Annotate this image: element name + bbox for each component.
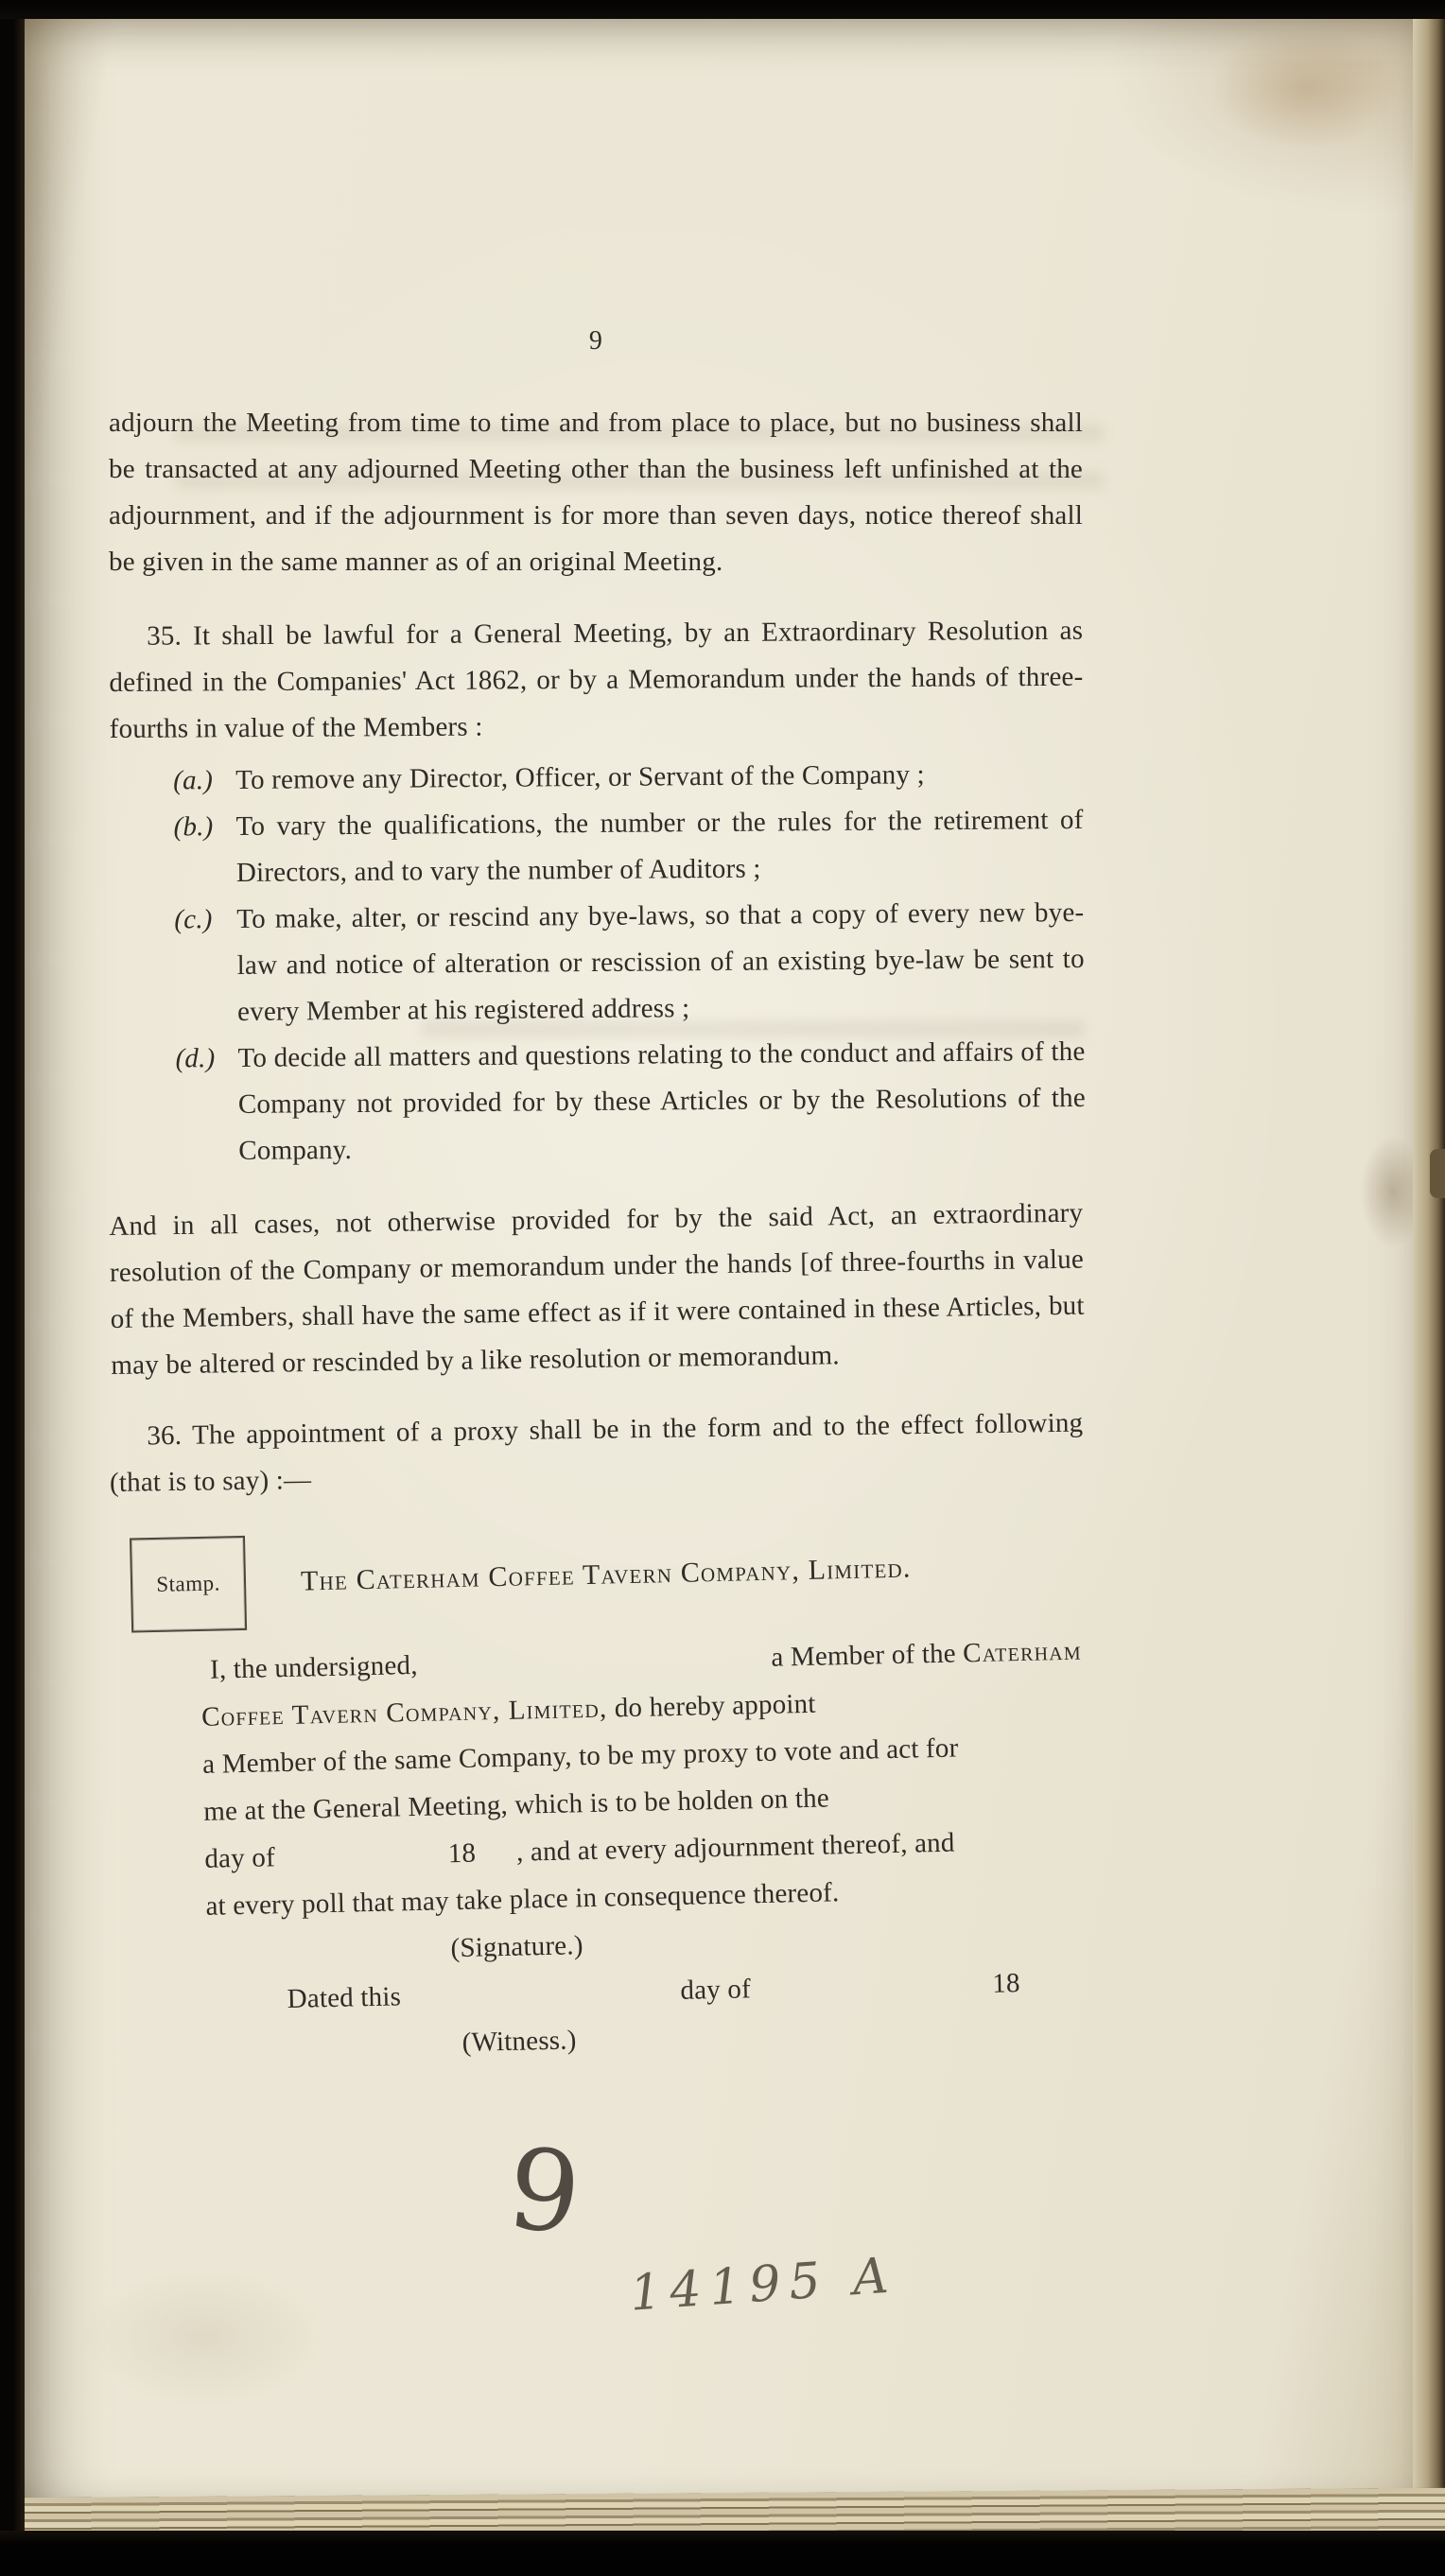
stamp-box — [130, 1536, 247, 1633]
page-edge-tear — [1430, 1149, 1445, 1198]
list-item-a — [109, 751, 1083, 805]
form-line-lead: I, the undersigned, — [209, 1649, 418, 1685]
form-text: day of — [204, 1842, 276, 1874]
photo-edge-bottom — [0, 2531, 1445, 2576]
form-year: 18 — [447, 1837, 477, 1870]
page-number: 9 — [588, 326, 603, 356]
paper-stain — [1210, 26, 1400, 149]
form-year: 18 — [991, 1968, 1021, 1999]
form-text: me at the General Meeting, which is to be holden on the — [202, 1783, 830, 1827]
paper-stain — [81, 2266, 327, 2408]
list-item-label: (d.) — [175, 1043, 216, 1074]
form-text: Dated this — [287, 1981, 402, 2014]
form-text: at every poll that may take place in consequence thereof. — [205, 1877, 840, 1922]
stamp-label: Stamp. — [156, 1571, 221, 1596]
photo-edge-top — [0, 0, 1445, 19]
proxy-form — [109, 1518, 1094, 2074]
list-item-b — [109, 797, 1084, 897]
list-item-label: (a.) — [173, 765, 214, 796]
blank-space — [283, 1862, 442, 1866]
signature-label: (Signature.) — [450, 1930, 583, 1964]
paragraph-all-cases: And in all cases, not otherwise provided for by the said Act, an extraordinary resolution of the Company or memorandum under the hands [of three-fourths in value of the Members, shall have the same effect as if it were contained in these Articles, but may be altered or rescinded by a like resolution or memorandum. — [109, 1197, 1085, 1381]
list-item-label: (b.) — [173, 811, 214, 843]
list-item-d — [111, 1029, 1086, 1175]
paragraph-adjournment: adjourn the Meeting from time to time and from place to place, but no business shall be transacted at any adjourned Meeting other than the business left unfinished at the adjournment, and if the adjournment is for more than seven days, notice thereof shall be given in the same manner as of an original Meeting. — [109, 408, 1083, 577]
paragraph-article-36: 36. The appointment of a proxy shall be in the form and to the effect following (that is to say) :— — [109, 1407, 1084, 1498]
form-text-smallcaps: Coffee Tavern Company, Limited, — [200, 1693, 608, 1732]
form-text: do hereby appoint — [606, 1688, 816, 1724]
document-page — [25, 19, 1428, 2521]
book-spine-edge — [0, 0, 25, 2576]
form-text-smallcaps: Caterham — [962, 1635, 1083, 1669]
form-text: a Member of the same Company, to be my proxy to vote and act for — [201, 1732, 959, 1780]
list-item-text: To make, alter, or rescind any bye-laws, so that a copy of every new bye-law and notice of alteration or rescission of an existing bye-law be sent to every Member at his registered address ; — [236, 896, 1085, 1027]
page-edge-right — [1413, 19, 1445, 2519]
stamp-row — [130, 1518, 1085, 1633]
resolution-list — [109, 751, 1086, 1175]
form-line-tail — [771, 1627, 1083, 1681]
paragraph-article-35: 35. It shall be lawful for a General Meeting, by an Extraordinary Resolution as defined in the Companies' Act 1862, or by a Memorandum under the hands of three-fourths in value of the Members : — [109, 615, 1084, 744]
list-item-c — [110, 890, 1085, 1036]
form-text: day of — [680, 1974, 752, 2006]
company-heading: The Caterham Coffee Tavern Company, Limited. — [300, 1552, 912, 1597]
list-item-text: To decide all matters and questions relating to the conduct and affairs of the Company not provided for by these Articles or by the Resolutions of the Company. — [237, 1036, 1086, 1166]
list-item-label: (c.) — [174, 904, 213, 935]
list-item-text: To vary the qualifications, the number or the rules for the retirement of Directors, and to vary the number of Auditors ; — [235, 804, 1084, 888]
page-content — [109, 19, 1086, 2074]
handwritten-page-number: 9 — [501, 2122, 587, 2260]
list-item-text: To remove any Director, Officer, or Servant of the Company ; — [235, 759, 925, 795]
form-text: a Member of the — [771, 1638, 964, 1673]
handwritten-catalogue-code: 14195 A — [628, 2247, 899, 2323]
witness-label: (Witness.) — [461, 2025, 577, 2058]
blank-space — [483, 1861, 510, 1862]
form-text: , and at every adjournment thereof, and — [515, 1827, 955, 1868]
